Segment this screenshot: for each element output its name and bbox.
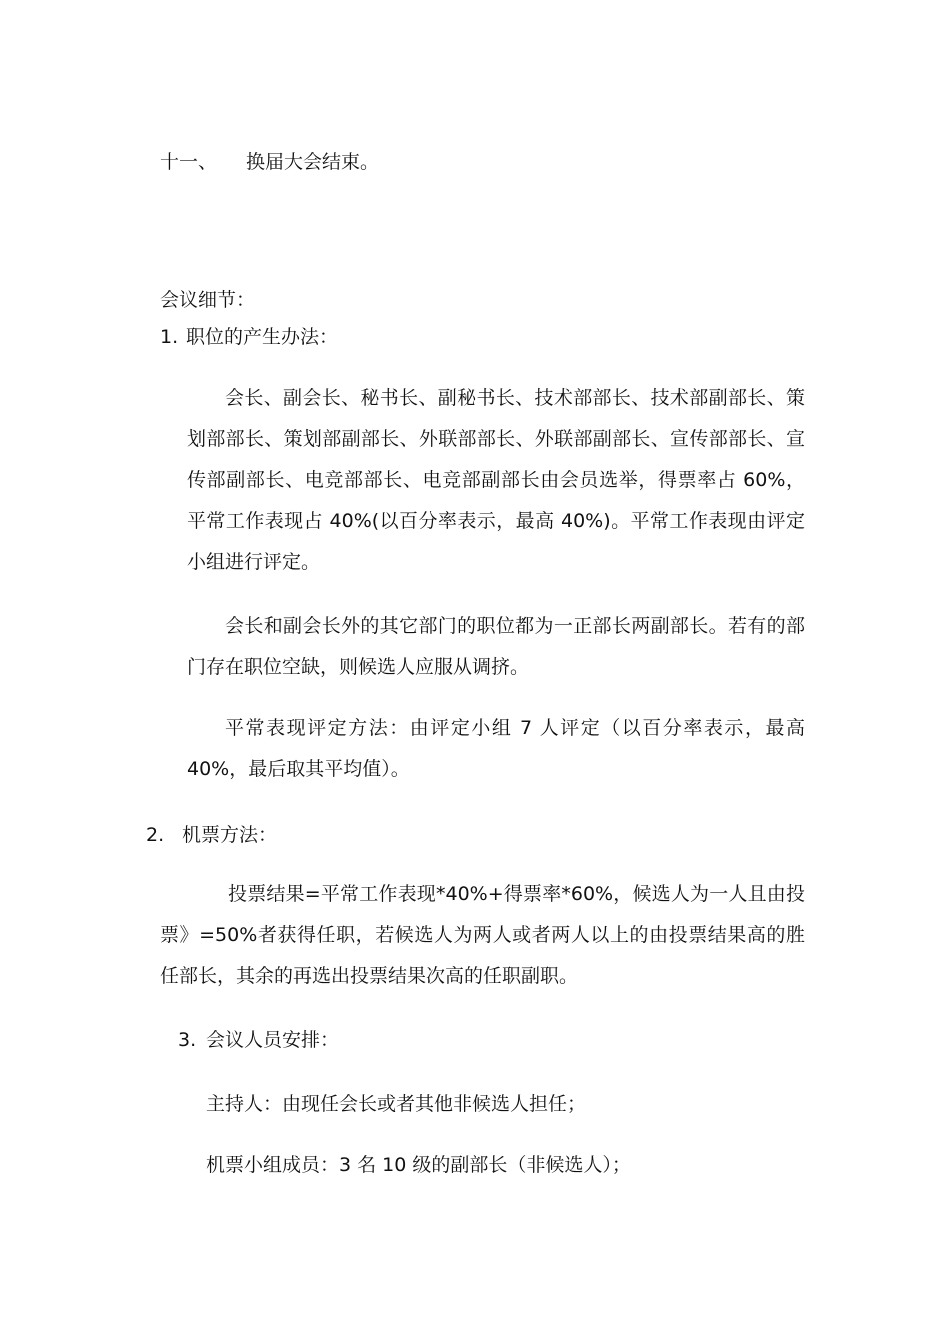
section-1-heading [160, 325, 338, 349]
item-11-text: 换届大会结束。 [246, 151, 380, 173]
section-1-title: 职位的产生办法： [186, 326, 339, 348]
section-3-number: 3. [178, 1029, 197, 1051]
section-2-paragraph-1: 投票结果=平常工作表现*40%+得票率*60%，候选人为一人且由投票》=50%者获得任职，若候选人为两人或者两人以上的由投票结果高的胜任部长，其余的再选出投票结果次高的任职副职。 [160, 883, 805, 987]
ticket-group-line: 机票小组成员：3 名 10 级的副部长（非候选人）； [206, 1154, 631, 1176]
section-1-paragraph-3: 平常表现评定方法：由评定小组 7 人评定（以百分率表示，最高 40%，最后取其平均值）。 [187, 717, 805, 780]
item-11 [160, 150, 379, 174]
section-2-number: 2. [146, 824, 165, 846]
section-2-heading [146, 823, 277, 847]
details-heading: 会议细节： [160, 289, 256, 311]
section-2-title: 机票方法： [182, 824, 278, 846]
item-11-number: 十一、 [160, 151, 218, 173]
section-1-number: 1. [160, 326, 179, 348]
section-1-paragraph-2: 会长和副会长外的其它部门的职位都为一正部长两副部长。若有的部门存在职位空缺，则候选人应服从调挤。 [187, 615, 805, 678]
host-line: 主持人：由现任会长或者其他非候选人担任； [206, 1093, 587, 1115]
section-3-title: 会议人员安排： [206, 1029, 340, 1051]
section-1-paragraph-1: 会长、副会长、秘书长、副秘书长、技术部部长、技术部副部长、策划部部长、策划部副部长、外联部部长、外联部副部长、宣传部部长、宣传部副部长、电竞部部长、电竞部副部长由会员选举，得票率占 60%，平常工作表现占 40%(以百分率表示，最高 40%)。平常工作表现由评定小组进行评定。 [187, 387, 805, 573]
section-3-heading [178, 1028, 339, 1052]
